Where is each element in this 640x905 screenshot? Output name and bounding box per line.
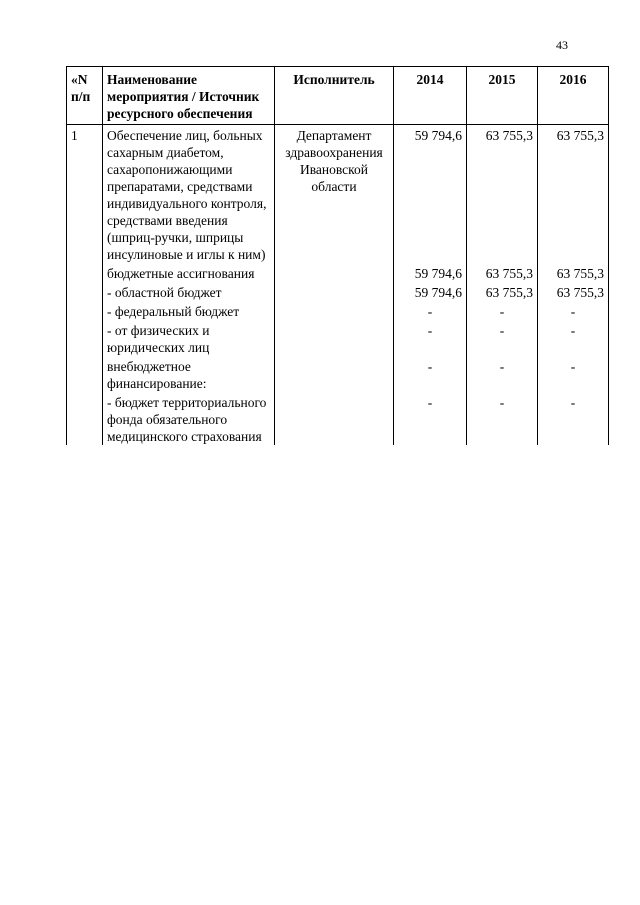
table-header-row — [67, 67, 609, 125]
table-row — [67, 392, 609, 445]
funding-2014: - — [394, 320, 467, 356]
header-2014: 2014 — [394, 67, 467, 125]
funding-2016: - — [538, 356, 609, 392]
table-row — [67, 320, 609, 356]
value-2016: 63 755,3 — [538, 125, 609, 264]
funding-2014: 59 794,6 — [394, 263, 467, 282]
row-number: 1 — [67, 125, 103, 264]
funding-2016: 63 755,3 — [538, 282, 609, 301]
table-row — [67, 282, 609, 301]
funding-2015: - — [467, 356, 538, 392]
header-number: «N п/п — [67, 67, 103, 125]
program-table — [66, 66, 609, 445]
funding-2014: - — [394, 392, 467, 445]
table-row — [67, 263, 609, 282]
funding-2015: - — [467, 320, 538, 356]
header-2015: 2015 — [467, 67, 538, 125]
funding-2015: - — [467, 301, 538, 320]
funding-source-label: - от физических и юридических лиц — [103, 320, 275, 356]
page-number: 43 — [556, 38, 568, 52]
funding-2014: - — [394, 356, 467, 392]
funding-source-label: - областной бюджет — [103, 282, 275, 301]
funding-2014: - — [394, 301, 467, 320]
header-name: Наименование мероприятия / Источник ресурсного обеспечения — [103, 67, 275, 125]
activity-name: Обеспечение лиц, больных сахарным диабетом, сахаропонижающими препаратами, средствами индивидуального контроля, средствами введения (шприц-ручки, шприцы инсулиновые и иглы к ним) — [103, 125, 275, 264]
funding-source-label: бюджетные ассигнования — [103, 263, 275, 282]
funding-source-label: внебюджетное финансирование: — [103, 356, 275, 392]
funding-2014: 59 794,6 — [394, 282, 467, 301]
funding-2016: - — [538, 320, 609, 356]
funding-2015: - — [467, 392, 538, 445]
table-row — [67, 301, 609, 320]
funding-2016: - — [538, 301, 609, 320]
funding-2016: - — [538, 392, 609, 445]
funding-source-label: - бюджет территориального фонда обязательного медицинского страхования — [103, 392, 275, 445]
header-2016: 2016 — [538, 67, 609, 125]
funding-2015: 63 755,3 — [467, 263, 538, 282]
value-2014: 59 794,6 — [394, 125, 467, 264]
funding-source-label: - федеральный бюджет — [103, 301, 275, 320]
table-row — [67, 356, 609, 392]
funding-2016: 63 755,3 — [538, 263, 609, 282]
table-row-main — [67, 125, 609, 264]
executor: Департамент здравоохранения Ивановской области — [275, 125, 394, 264]
header-executor: Исполнитель — [275, 67, 394, 125]
value-2015: 63 755,3 — [467, 125, 538, 264]
funding-2015: 63 755,3 — [467, 282, 538, 301]
